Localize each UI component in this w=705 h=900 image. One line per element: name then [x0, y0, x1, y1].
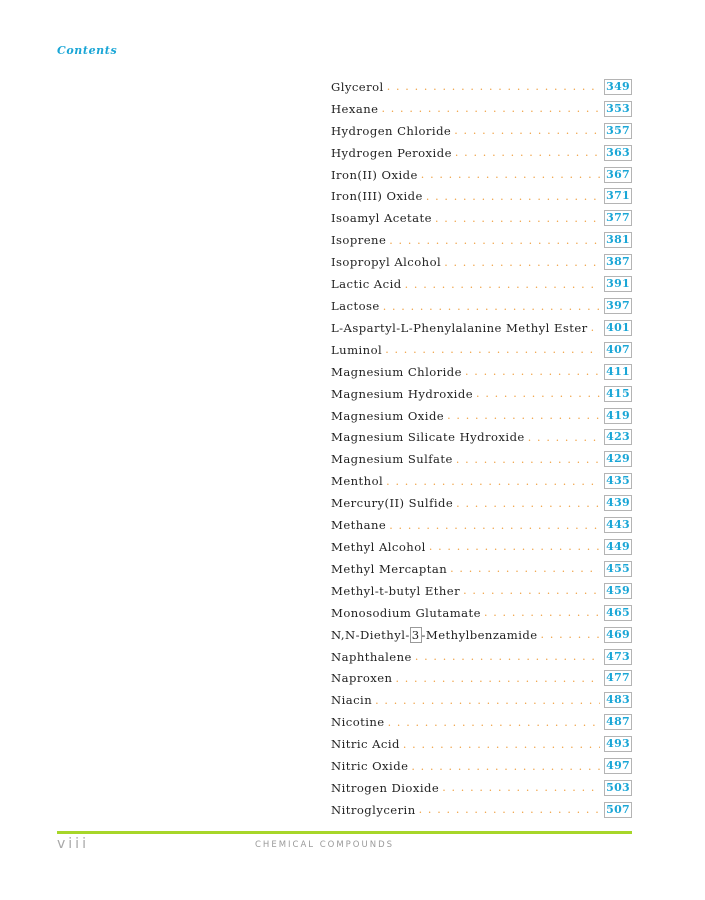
page-number-link[interactable]: 473 — [606, 649, 630, 663]
entry-title: Iron(III) Oxide — [331, 189, 423, 204]
entry-title: L-Aspartyl-L-Phenylalanine Methyl Ester — [331, 320, 588, 335]
entry-title: Niacin — [331, 693, 373, 708]
page-folio: viii — [57, 836, 89, 852]
page-number-link[interactable]: 503 — [606, 780, 630, 794]
entry-title-suffix: -Methylbenzamide — [421, 627, 538, 642]
page-number-link[interactable]: 497 — [606, 759, 630, 773]
toc-entry[interactable] — [331, 120, 632, 142]
toc-entry[interactable] — [331, 689, 632, 711]
page-number-link[interactable]: 363 — [606, 145, 630, 159]
page-number-link[interactable]: 407 — [606, 342, 630, 356]
dot-leader — [403, 739, 600, 750]
toc-entry[interactable] — [331, 273, 632, 295]
page-number-link[interactable]: 493 — [606, 737, 630, 751]
page-number-link[interactable]: 487 — [606, 715, 630, 729]
dot-leader — [421, 169, 600, 180]
table-of-contents — [331, 76, 632, 821]
entry-title: Methyl Mercaptan — [331, 561, 448, 576]
dot-leader — [528, 432, 600, 443]
dot-leader — [476, 388, 600, 399]
dot-leader — [456, 498, 600, 509]
page-number-link[interactable]: 377 — [606, 211, 630, 225]
page-number-link[interactable]: 423 — [606, 430, 630, 444]
entry-title: Glycerol — [331, 79, 384, 94]
page-number-link[interactable]: 465 — [606, 605, 630, 619]
dot-leader — [442, 782, 600, 793]
entry-title: Nitrogen Dioxide — [331, 780, 440, 795]
page-number-link[interactable]: 357 — [606, 123, 630, 137]
toc-entry[interactable] — [331, 186, 632, 208]
toc-entry[interactable] — [331, 536, 632, 558]
page-number-link[interactable]: 397 — [606, 299, 630, 313]
entry-title: Lactic Acid — [331, 277, 402, 292]
dot-leader — [456, 454, 600, 465]
footer-rule — [57, 831, 632, 834]
page-number-link[interactable]: 367 — [606, 167, 630, 181]
entry-title: Isoamyl Acetate — [331, 211, 432, 226]
entry-title-boxed-locant: 3 — [411, 627, 420, 642]
toc-entry[interactable] — [331, 755, 632, 777]
toc-entry[interactable] — [331, 448, 632, 470]
page-number-link[interactable]: 349 — [606, 79, 630, 93]
entry-title: Methane — [331, 518, 387, 533]
page-number-link[interactable]: 483 — [606, 693, 630, 707]
toc-entry[interactable] — [331, 251, 632, 273]
entry-title: Luminol — [331, 342, 383, 357]
entry-title: Menthol — [331, 474, 384, 489]
toc-entry[interactable] — [331, 667, 632, 689]
entry-title: Hexane — [331, 101, 379, 116]
page-number-link[interactable]: 401 — [606, 320, 630, 334]
entry-title — [331, 628, 538, 642]
toc-entry[interactable] — [331, 558, 632, 580]
page-number-link[interactable]: 391 — [606, 277, 630, 291]
entry-title: Isopropyl Alcohol — [331, 255, 442, 270]
toc-entry[interactable] — [331, 76, 632, 98]
entry-title: Naphthalene — [331, 649, 412, 664]
toc-entry[interactable] — [331, 427, 632, 449]
dot-leader — [484, 607, 600, 618]
toc-entry[interactable] — [331, 733, 632, 755]
entry-title: Magnesium Sulfate — [331, 452, 453, 467]
entry-title: Isoprene — [331, 233, 387, 248]
entry-title: Mercury(II) Sulfide — [331, 496, 454, 511]
entry-title: Monosodium Glutamate — [331, 605, 481, 620]
toc-entry[interactable] — [331, 207, 632, 229]
page-number-link[interactable]: 507 — [606, 802, 630, 816]
section-label: Contents — [57, 44, 118, 57]
page-number-link[interactable]: 419 — [606, 408, 630, 422]
toc-entry[interactable] — [331, 470, 632, 492]
toc-entry[interactable] — [331, 514, 632, 536]
toc-entry[interactable] — [331, 229, 632, 251]
entry-title: Lactose — [331, 299, 380, 314]
entry-title: Magnesium Oxide — [331, 408, 445, 423]
page-number-link[interactable]: 411 — [606, 364, 630, 378]
dot-leader — [395, 673, 600, 684]
page-number-link[interactable]: 435 — [606, 474, 630, 488]
dot-leader — [591, 322, 600, 333]
dot-leader — [429, 541, 600, 552]
entry-title: Methyl-t-butyl Ether — [331, 583, 461, 598]
dot-leader — [389, 235, 600, 246]
page-number-link[interactable]: 415 — [606, 386, 630, 400]
dot-leader — [386, 476, 600, 487]
page-number-link[interactable]: 371 — [606, 189, 630, 203]
entry-title: Nitroglycerin — [331, 802, 416, 817]
page-number-link[interactable]: 459 — [606, 583, 630, 597]
entry-title: Hydrogen Chloride — [331, 123, 452, 138]
toc-entry[interactable] — [331, 98, 632, 120]
entry-title: Naproxen — [331, 671, 393, 686]
toc-entry[interactable] — [331, 295, 632, 317]
dot-leader — [463, 585, 600, 596]
page-number-link[interactable]: 449 — [606, 539, 630, 553]
dot-leader — [411, 761, 600, 772]
toc-entry[interactable] — [331, 317, 632, 339]
entry-title: Magnesium Silicate Hydroxide — [331, 430, 525, 445]
page-number-link[interactable]: 469 — [606, 627, 630, 641]
entry-title-prefix: N,N-Diethyl- — [331, 627, 410, 642]
page-number-link[interactable]: 381 — [606, 233, 630, 247]
page-number-link[interactable]: 439 — [606, 496, 630, 510]
dot-leader — [381, 103, 600, 114]
entry-title: Methyl Alcohol — [331, 539, 426, 554]
dot-leader — [388, 717, 601, 728]
toc-entry[interactable] — [331, 777, 632, 799]
page-number-link[interactable]: 429 — [606, 452, 630, 466]
dot-leader — [375, 695, 600, 706]
dot-leader — [444, 257, 600, 268]
toc-entry[interactable] — [331, 602, 632, 624]
entry-title: Hydrogen Peroxide — [331, 145, 452, 160]
toc-entry[interactable] — [331, 492, 632, 514]
dot-leader — [465, 366, 600, 377]
toc-entry[interactable] — [331, 580, 632, 602]
dot-leader — [389, 520, 600, 531]
toc-entry[interactable] — [331, 405, 632, 427]
page-number-link[interactable]: 477 — [606, 671, 630, 685]
dot-leader — [426, 191, 600, 202]
dot-leader — [541, 629, 601, 640]
dot-leader — [385, 344, 600, 355]
dot-leader — [383, 301, 600, 312]
dot-leader — [419, 804, 600, 815]
toc-entry[interactable] — [331, 624, 632, 646]
dot-leader — [447, 410, 600, 421]
dot-leader — [455, 147, 600, 158]
dot-leader — [387, 81, 600, 92]
toc-entry[interactable] — [331, 142, 632, 164]
dot-leader — [450, 563, 600, 574]
toc-entry[interactable] — [331, 799, 632, 821]
dot-leader — [415, 651, 600, 662]
toc-entry[interactable] — [331, 164, 632, 186]
entry-title: Iron(II) Oxide — [331, 167, 418, 182]
entry-title: Nitric Oxide — [331, 759, 409, 774]
toc-entry[interactable] — [331, 383, 632, 405]
toc-entry[interactable] — [331, 711, 632, 733]
toc-entry[interactable] — [331, 646, 632, 668]
page-number-link[interactable]: 387 — [606, 255, 630, 269]
entry-title: Magnesium Hydroxide — [331, 386, 474, 401]
page-number-link[interactable]: 353 — [606, 101, 630, 115]
running-footer-title: CHEMICAL COMPOUNDS — [255, 840, 395, 850]
entry-title: Nicotine — [331, 715, 385, 730]
toc-entry[interactable] — [331, 361, 632, 383]
entry-title: Magnesium Chloride — [331, 364, 462, 379]
dot-leader — [435, 213, 600, 224]
toc-entry[interactable] — [331, 339, 632, 361]
entry-title: Nitric Acid — [331, 737, 400, 752]
dot-leader — [454, 125, 600, 136]
dot-leader — [405, 279, 601, 290]
page-number-link[interactable]: 443 — [606, 518, 630, 532]
page-number-link[interactable]: 455 — [606, 561, 630, 575]
